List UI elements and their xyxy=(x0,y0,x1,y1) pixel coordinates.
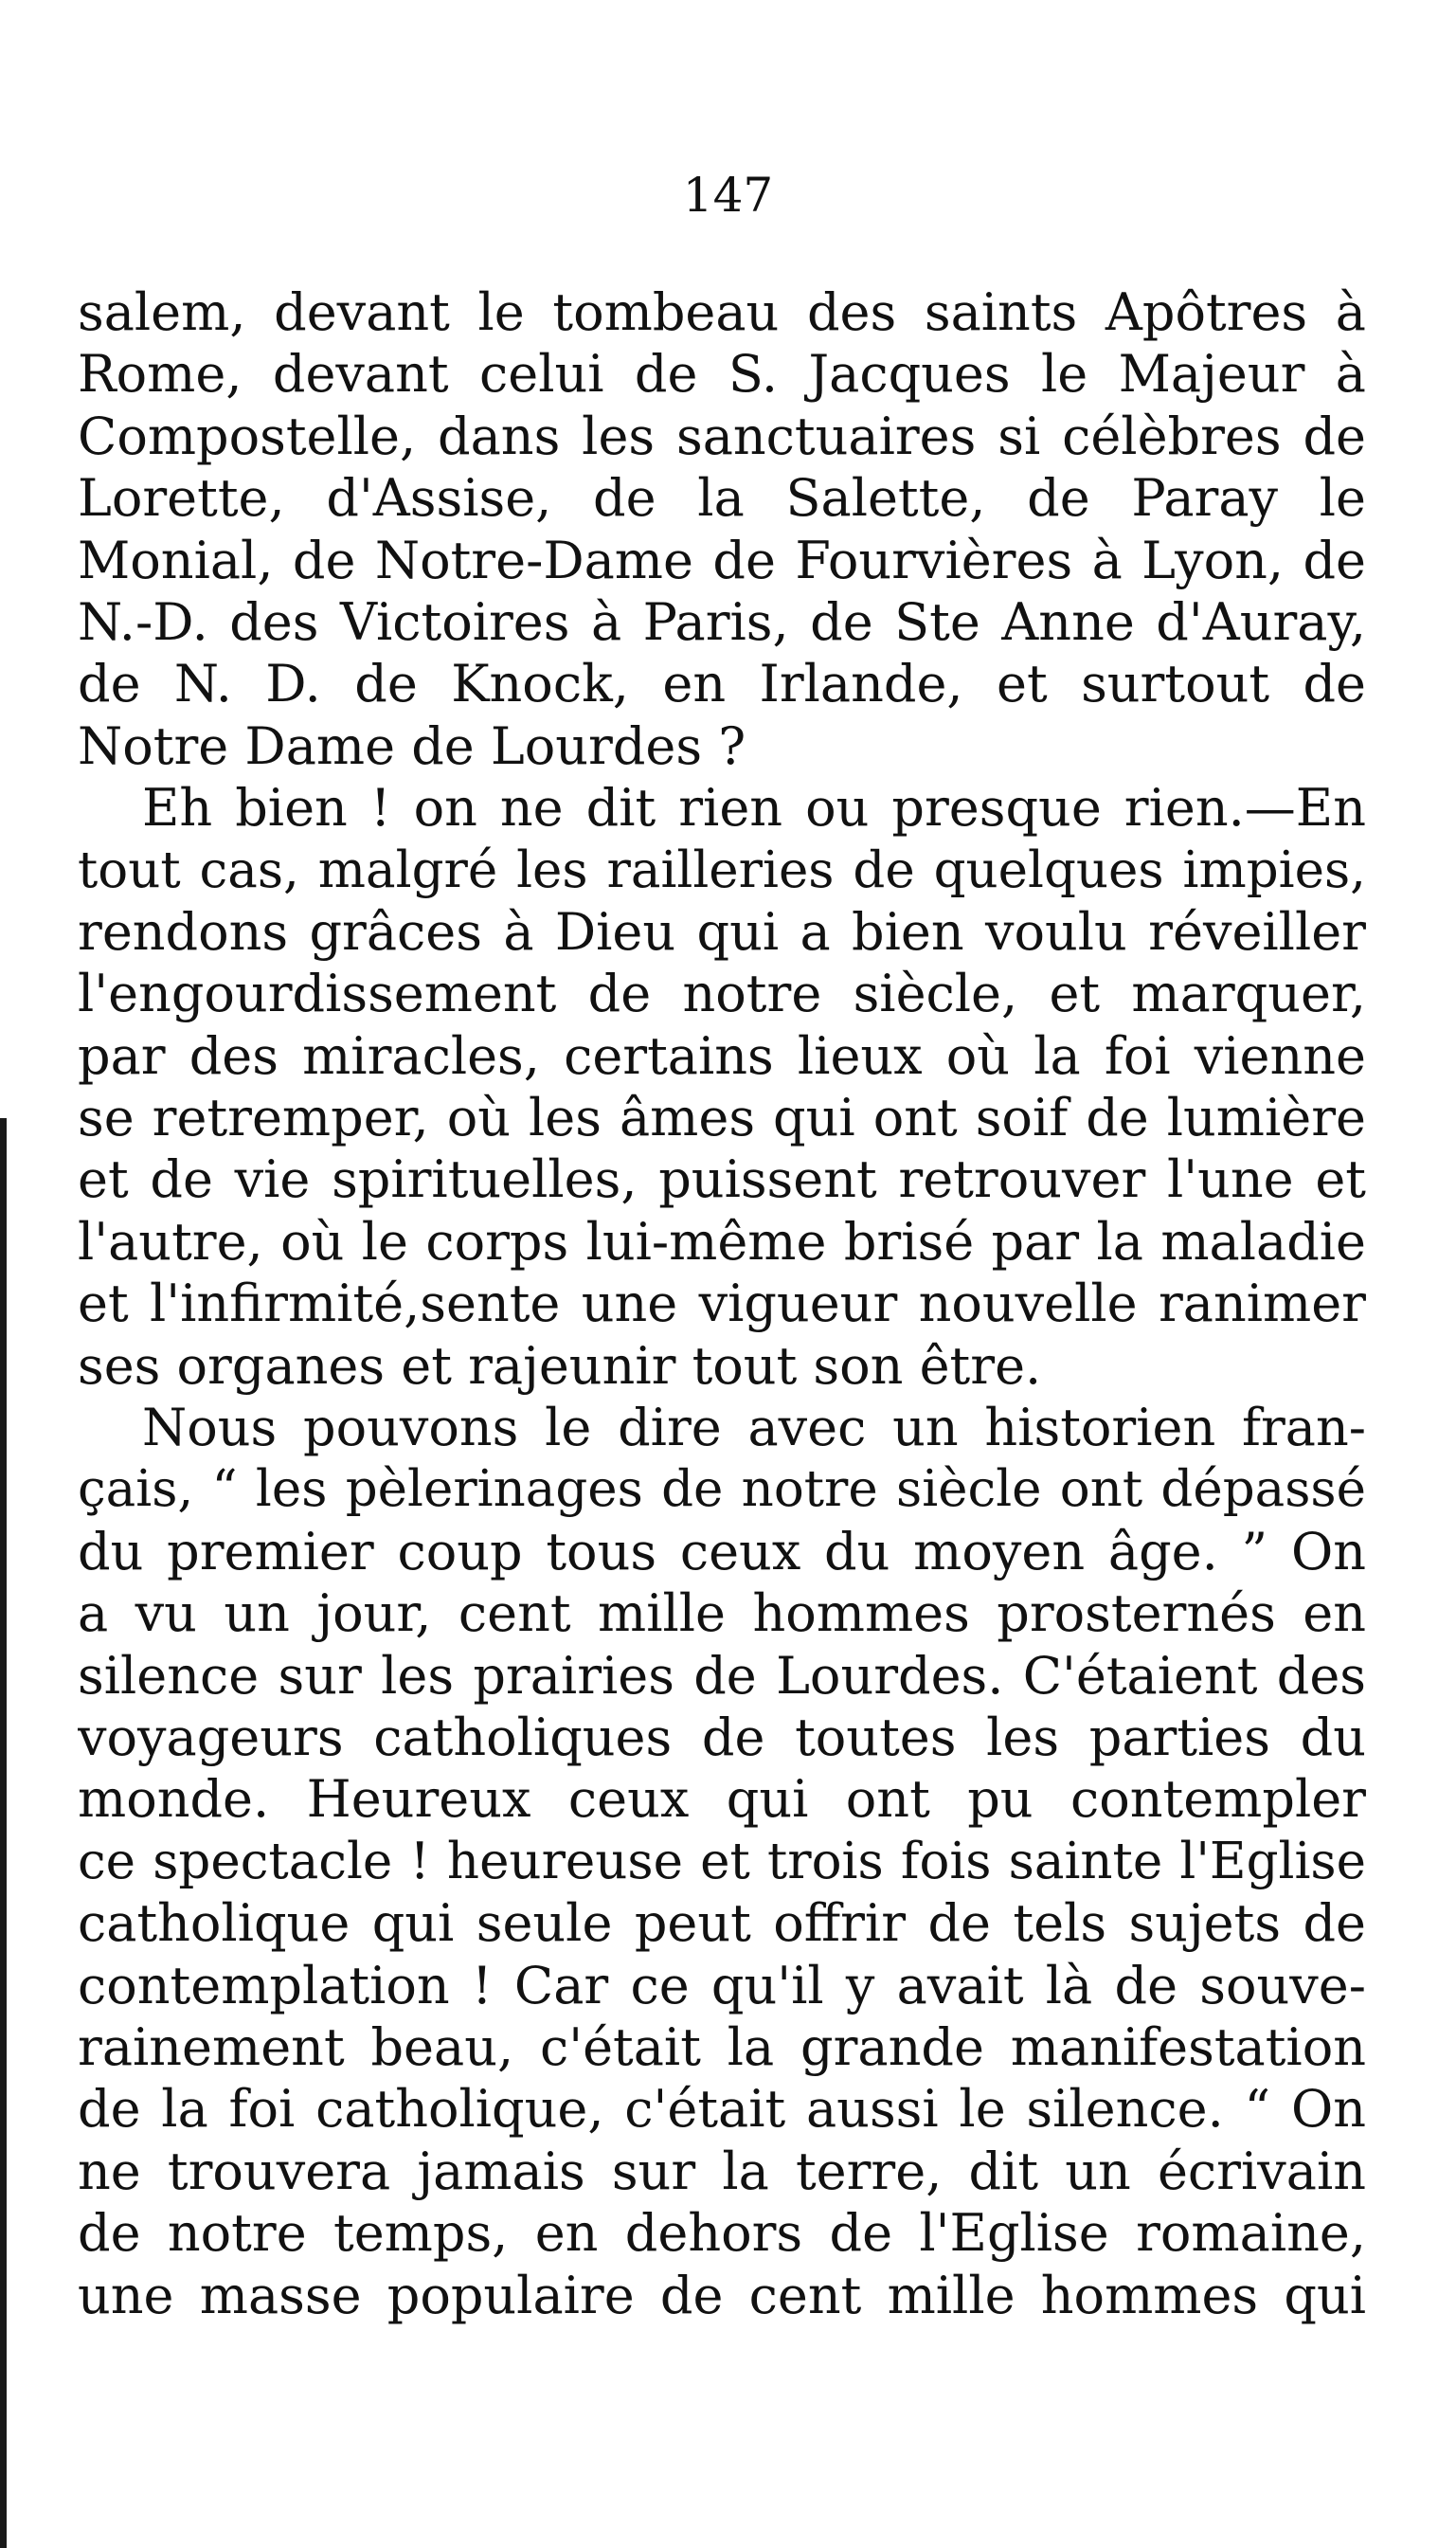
text-line: Monial, de Notre-Dame de Fourvières à Lyon, de xyxy=(78,530,1366,590)
text-line: du premier coup tous ceux du moyen âge. ” On xyxy=(78,1521,1366,1581)
text-line: ses organes et rajeunir tout son être. xyxy=(78,1335,1042,1396)
text-line: voyageurs catholiques de toutes les parties du xyxy=(78,1707,1366,1767)
text-line: se retremper, où les âmes qui ont soif de lumière xyxy=(78,1088,1366,1148)
text-line: silence sur les prairies de Lourdes. C'étaient des xyxy=(78,1645,1366,1706)
text-line: Eh bien ! on ne dit rien ou presque rien.—En xyxy=(142,778,1366,839)
text-line: Nous pouvons le dire avec un historien fran- xyxy=(142,1398,1366,1458)
text-line: rainement beau, c'était la grande manifestation xyxy=(78,2016,1366,2077)
page-number: 147 xyxy=(682,168,774,223)
text-line: ne trouvera jamais sur la terre, dit un écrivain xyxy=(78,2141,1366,2201)
text-line: rendons grâces à Dieu qui a bien voulu réveiller xyxy=(78,901,1366,962)
text-line: contemplation ! Car ce qu'il y avait là de souve- xyxy=(78,1955,1366,2015)
text-line: et l'infirmité,sente une vigueur nouvelle ranimer xyxy=(78,1274,1366,1334)
text-line: ce spectacle ! heureuse et trois fois sainte l'Eglise xyxy=(78,1832,1366,1890)
page-edge-shadow xyxy=(0,1118,7,2548)
text-line: monde. Heureux ceux qui ont pu contempler xyxy=(78,1769,1366,1830)
text-line: de N. D. de Knock, en Irlande, et surtout de xyxy=(78,654,1366,714)
text-line: çais, “ les pèlerinages de notre siècle ont dépassé xyxy=(78,1460,1366,1519)
text-line: salem, devant le tombeau des saints Apôtres à xyxy=(78,282,1366,342)
text-line: catholique qui seule peut offrir de tels sujets de xyxy=(78,1893,1366,1954)
body-text xyxy=(78,281,1366,2326)
text-line: l'autre, où le corps lui-même brisé par la maladie xyxy=(78,1211,1366,1272)
text-line: de notre temps, en dehors de l'Eglise romaine, xyxy=(78,2203,1366,2264)
text-line: Rome, devant celui de S. Jacques le Majeur à xyxy=(78,344,1366,405)
text-line: N.-D. des Victoires à Paris, de Ste Anne d'Auray, xyxy=(78,591,1366,652)
text-line: une masse populaire de cent mille hommes qui xyxy=(78,2265,1366,2325)
text-line: Lorette, d'Assise, de la Salette, de Paray le xyxy=(78,468,1366,529)
text-line: Compostelle, dans les sanctuaires si célèbres de xyxy=(78,406,1366,466)
text-line: Notre Dame de Lourdes ? xyxy=(78,715,746,776)
text-line: de la foi catholique, c'était aussi le silence. “ On xyxy=(78,2079,1366,2140)
text-line: et de vie spirituelles, puissent retrouver l'une et xyxy=(78,1149,1366,1210)
text-line: tout cas, malgré les railleries de quelques impies, xyxy=(78,840,1366,899)
text-line: a vu un jour, cent mille hommes prosternés en xyxy=(78,1583,1366,1644)
text-line: l'engourdissement de notre siècle, et marquer, xyxy=(78,964,1366,1024)
text-line: par des miracles, certains lieux où la foi vienne xyxy=(78,1025,1366,1086)
